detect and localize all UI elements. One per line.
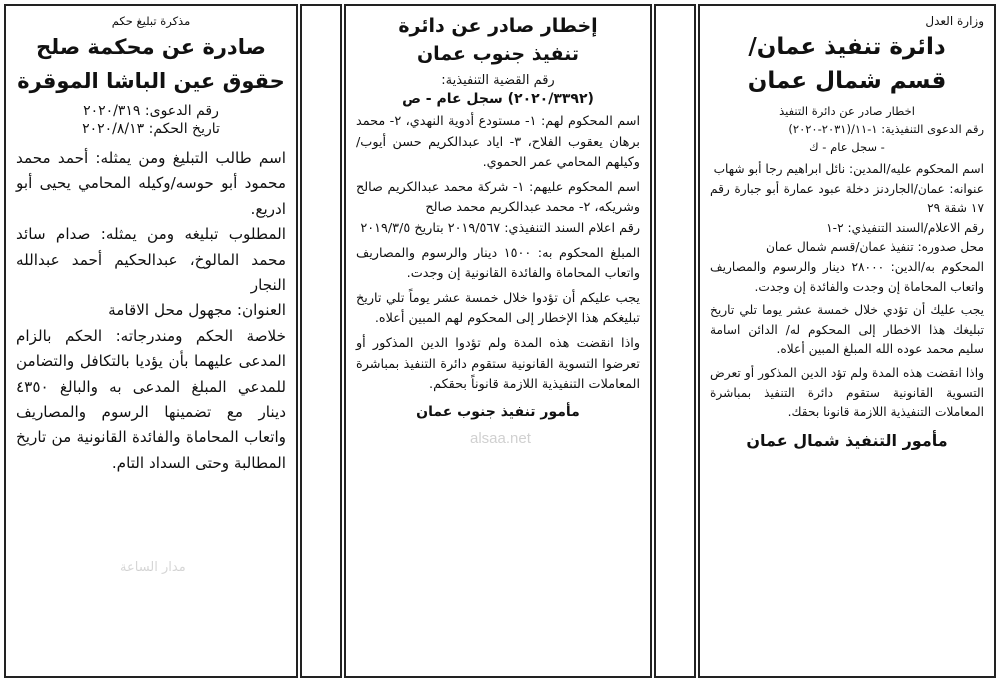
judged-amount: المحكوم به/الدين: ٢٨٠٠٠ دينار والرسوم والمصاريف واتعاب المحاماة إن وجدت والفائدة إن وجدت. — [710, 259, 984, 294]
execution-warning: واذا انقضت هذه المدة ولم تؤد الدين المذكور أو تعرض التسوية القانونية ستقوم دائرة التنفيذ بمباشرة المعاملات التنفيذية اللازمة قانونا بحقك. — [710, 365, 984, 420]
column-divider-right — [654, 4, 696, 678]
case-number: (٢٠٢٠/٣٣٩٢) سجل عام - ص — [402, 91, 594, 107]
notice-number: رقم الاعلام/السند التنفيذي: ٢-١ — [826, 220, 984, 235]
case-label: رقم القضية التنفيذية: — [441, 73, 555, 88]
column-divider-left — [300, 4, 342, 678]
notice-number: رقم اعلام السند التنفيذي: ٢٠١٩/٥٦٧ بتاريخ ٢٠١٩/٣/٥ — [360, 220, 640, 236]
court-title-line2: حقوق عين الباشا الموقرة — [17, 69, 285, 93]
notice-title-line2: تنفيذ جنوب عمان — [416, 43, 580, 65]
signature: مأمور التنفيذ شمال عمان — [746, 430, 948, 450]
notice-title-line2: قسم شمال عمان — [747, 68, 947, 94]
debtor-name: اسم المحكوم عليه/المدين: نائل ابراهيم رجا أبو شهاب — [713, 162, 984, 176]
judged-amount: المبلغ المحكوم به: ١٥٠٠ دينار والرسوم والمصاريف واتعاب المحاماة والفائدة القانونية إن وجدت. — [356, 245, 640, 282]
memo-label: مذكرة تبليغ حكم — [111, 14, 191, 28]
address: العنوان: مجهول محل الاقامة — [108, 301, 286, 320]
debtor-address: عنوانه: عمان/الجاردنز دخلة عبود عمارة أبو جبارة رقم ١٧ شقة ٢٩ — [710, 181, 984, 216]
watermark-site-ar: مدار الساعة — [120, 560, 186, 575]
case-number: رقم الدعوى: ٢٠٢٠/٣١٩ — [83, 103, 219, 119]
execution-warning: واذا انقضت هذه المدة ولم تؤدوا الدين المذكور أو تعرضوا التسوية القانونية ستقوم دائرة التنفيذ بمباشرة المعاملات التنفيذية اللازمة قانوناً بحقكم. — [356, 335, 640, 393]
notice-south-amman — [344, 4, 652, 678]
watermark-site: alsaa.net — [470, 430, 531, 447]
issue-place: محل صدوره: تنفيذ عمان/قسم شمال عمان — [765, 240, 984, 255]
ruling-date: تاريخ الحكم: ٢٠٢٠/٨/١٣ — [82, 121, 220, 137]
payment-duty: يجب عليك أن تؤدي خلال خمسة عشر يوما تلي تاريخ تبليغك هذا الاخطار إلى المحكوم له/ الدائن اسامة سليم محمد عوده الله المبلغ المبين أعلاه. — [710, 303, 984, 357]
notice-subtitle: اخطار صادر عن دائرة التنفيذ — [779, 104, 915, 118]
case-number: رقم الدعوى التنفيذية: ١-١١/(٢٠٣١-٢٠٢٠) — [788, 122, 984, 136]
requester: اسم طالب التبليغ ومن يمثله: أحمد محمد محمود أبو حوسه/وكيله المحامي يحيى أبو ادريع. — [16, 149, 286, 218]
to-notify: المطلوب تبليغه ومن يمثله: صدام سائد محمد المالوخ، عبدالحكيم أحمد عبدالله النجار — [16, 225, 286, 295]
ministry-label: وزارة العدل — [925, 14, 984, 28]
court-title-line1: صادرة عن محكمة صلح — [36, 35, 266, 59]
notice-title-line1: دائرة تنفيذ عمان/ — [748, 34, 946, 60]
judged-against: اسم المحكوم عليهم: ١- شركة محمد عبدالكريم صالح وشريكه، ٢- محمد عبدالكريم محمد صالح — [356, 179, 640, 216]
ruling-summary: خلاصة الحكم ومندرجاته: الحكم بالزام المدعى عليهما بأن يؤديا بالتكافل والتضامن للمدعي المبلغ المدعى به والبالغ ٤٣٥٠ دينار مع تضمينها الرسوم والمصاريف واتعاب المحاماة والفائدة القانونية من تاريخ المطالبة وحتى السداد التام. — [16, 326, 286, 472]
case-type: - سجل عام - ك — [809, 140, 885, 154]
notice-title-line1: إخطار صادر عن دائرة — [398, 15, 598, 37]
ruling-notice-ain-basha — [4, 4, 298, 678]
payment-duty: يجب عليكم أن تؤدوا خلال خمسة عشر يوماً تلي تاريخ تبليغكم هذا الإخطار إلى المحكوم لهم المبين أعلاه. — [356, 290, 640, 327]
notice-north-amman — [698, 4, 996, 678]
signature: مأمور تنفيذ جنوب عمان — [416, 403, 580, 420]
judged-for: اسم المحكوم لهم: ١- مستودع أدوية النهدي، ٢- محمد برهان يعقوب الفلاح، ٣- اياد عبدالكريم حسن أيوب/ وكيلهم المحامي عمر الحموي. — [356, 114, 641, 171]
